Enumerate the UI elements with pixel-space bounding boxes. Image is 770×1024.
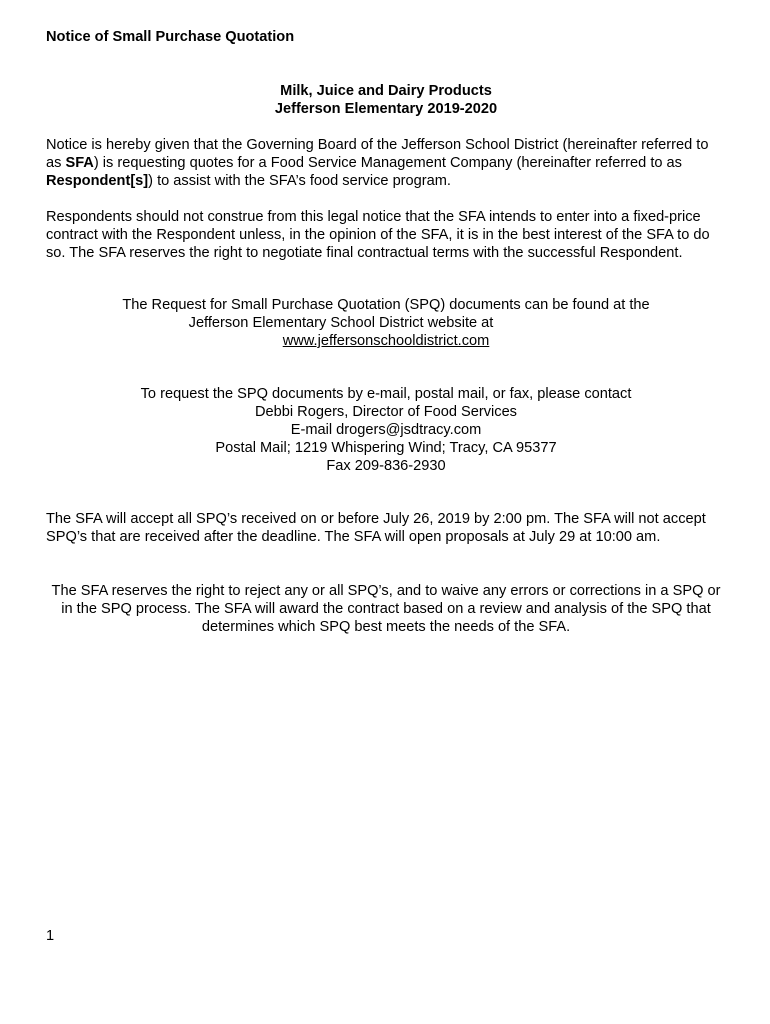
spq-docs-line-2: Jefferson Elementary School District website at — [188, 315, 494, 331]
respondent-term: Respondent[s] — [46, 173, 149, 189]
contact-fax: Fax 209-836-2930 — [326, 458, 446, 474]
notice-text-part-1: Notice is hereby given that the Governing Board of the Jefferson School District (hereinafter referred to as — [46, 137, 709, 171]
sfa-term: SFA — [65, 155, 94, 171]
contact-intro: To request the SPQ documents by e-mail, postal mail, or fax, please contact — [140, 386, 632, 402]
spq-docs-line-1: The Request for Small Purchase Quotation (SPQ) documents can be found at the — [122, 297, 650, 313]
notice-text-part-3: ) to assist with the SFA’s food service program. — [148, 173, 451, 189]
contact-name: Debbi Rogers, Director of Food Services — [255, 404, 517, 420]
title-line-2: Jefferson Elementary 2019-2020 — [274, 101, 498, 117]
contact-block — [46, 385, 726, 475]
deadline-paragraph: The SFA will accept all SPQ’s received on or before July 26, 2019 by 2:00 pm. The SFA will not accept SPQ’s that are received after the deadline. The SFA will open proposals at July 29 at 10:00 am. — [46, 511, 706, 545]
page-number: 1 — [46, 928, 55, 944]
notice-heading: Notice of Small Purchase Quotation — [46, 29, 295, 45]
notice-text-part-2: ) is requesting quotes for a Food Service Management Company (hereinafter referred to as — [93, 155, 682, 171]
respondents-paragraph: Respondents should not construe from this legal notice that the SFA intends to enter into a fixed-price contract with the Respondent unless, in the opinion of the SFA, it is in the best interest of the SFA to do so. The SFA reserves the right to negotiate final contractual terms with the successful Respondent. — [46, 209, 710, 261]
reserve-rights-paragraph: The SFA reserves the right to reject any or all SPQ’s, and to waive any errors or corrections in a SPQ or in the SPQ process. The SFA will award the contract based on a review and analysis of the SPQ that determines which SPQ best meets the needs of the SFA. — [51, 583, 721, 635]
contact-email: E-mail drogers@jsdtracy.com — [290, 422, 482, 438]
notice-paragraph — [46, 136, 726, 190]
spq-documents-block — [46, 296, 726, 350]
contact-postal: Postal Mail; 1219 Whispering Wind; Tracy, CA 95377 — [215, 440, 557, 456]
document-title — [46, 82, 726, 118]
title-line-1: Milk, Juice and Dairy Products — [280, 83, 492, 99]
website-link[interactable]: www.jeffersonschooldistrict.com — [282, 333, 490, 349]
